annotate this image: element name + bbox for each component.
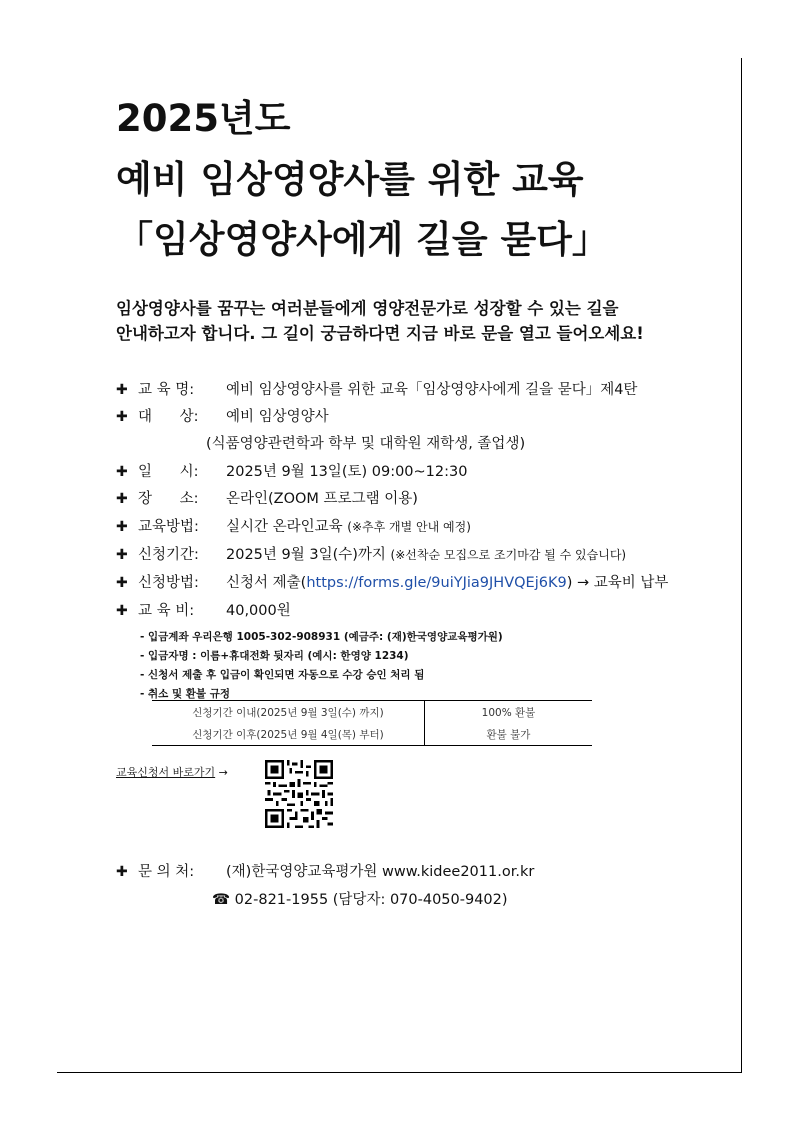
cross-bullet-icon: ✚ — [116, 409, 128, 425]
table-cell: 100% 환불 — [425, 701, 593, 724]
table-cell: 신청기간 이후(2025년 9월 4일(목) 부터) — [152, 723, 425, 746]
info-fee — [116, 601, 291, 621]
title-year: 2025년도 — [116, 97, 291, 140]
info-label: 교 육 명: — [138, 382, 195, 398]
table-cell: 신청기간 이내(2025년 9월 3일(수) 까지) — [152, 701, 425, 724]
contact-phone: ☎ 02-821-1955 (담당자: 070-4050-9402) — [212, 892, 508, 908]
info-value: 2025년 9월 13일(토) 09:00~12:30 — [226, 464, 468, 480]
cross-bullet-icon: ✚ — [116, 575, 128, 591]
info-target-sub: (식품영양관련학과 학부 및 대학원 재학생, 졸업생) — [206, 436, 526, 452]
info-value: 예비 임상영양사 — [226, 409, 329, 425]
info-note: (※선착순 모집으로 조기마감 될 수 있습니다) — [390, 548, 627, 562]
application-shortcut[interactable] — [116, 764, 228, 780]
info-label: 일 시: — [138, 464, 199, 480]
info-course — [116, 380, 637, 400]
application-shortcut-link[interactable]: 교육신청서 바로가기 — [116, 766, 216, 779]
info-label: 장 소: — [138, 491, 199, 507]
cross-bullet-icon: ✚ — [116, 382, 128, 398]
cross-bullet-icon: ✚ — [116, 519, 128, 535]
info-target — [116, 407, 329, 427]
info-value: 예비 임상영양사를 위한 교육「임상영양사에게 길을 묻다」제4탄 — [226, 382, 638, 398]
info-period — [116, 545, 626, 565]
cross-bullet-icon: ✚ — [116, 603, 128, 619]
cross-bullet-icon: ✚ — [116, 464, 128, 480]
intro-text — [116, 296, 644, 346]
page-border-bottom — [57, 1072, 742, 1073]
info-value: 온라인(ZOOM 프로그램 이용) — [226, 491, 418, 507]
qr-code-icon[interactable] — [265, 760, 333, 828]
info-label: 교육방법: — [138, 519, 199, 535]
contact-label: 문 의 처: — [138, 864, 195, 880]
title-main: 예비 임상영양사를 위한 교육 — [116, 158, 584, 201]
contact-info — [116, 862, 534, 882]
info-label: 교 육 비: — [138, 603, 195, 619]
info-label: 신청방법: — [138, 575, 199, 591]
cross-bullet-icon: ✚ — [116, 491, 128, 507]
contact-org: (재)한국영양교육평가원 www.kidee2011.or.kr — [226, 864, 535, 880]
info-value: 실시간 온라인교육 — [226, 519, 343, 535]
info-value-post: ) → 교육비 납부 — [566, 575, 669, 591]
info-note: (※추후 개별 안내 예정) — [347, 520, 471, 534]
info-date — [116, 462, 467, 482]
arrow-right-icon: → — [218, 766, 228, 779]
apply-form-link[interactable]: https://forms.gle/9uiYJia9JHVQEj6K9 — [306, 575, 567, 591]
note-line: - 입금자명 : 이름+휴대전화 뒷자리 (예시: 한영양 1234) — [140, 650, 409, 662]
payment-notes — [140, 628, 503, 704]
info-value-pre: 신청서 제출( — [226, 575, 307, 591]
info-value: 40,000원 — [226, 603, 291, 619]
cross-bullet-icon: ✚ — [116, 864, 128, 880]
info-apply — [116, 573, 668, 593]
page-border-right — [741, 58, 742, 1073]
info-label: 신청기간: — [138, 547, 199, 563]
info-label: 대 상: — [138, 409, 199, 425]
table-row — [152, 701, 592, 724]
table-row — [152, 723, 592, 746]
info-place — [116, 489, 418, 509]
note-line: - 취소 및 환불 규정 — [140, 688, 230, 700]
intro-line-1: 임상영양사를 꿈꾸는 여러분들에게 영양전문가로 성장할 수 있는 길을 — [116, 299, 619, 318]
title-subtitle: 「임상영양사에게 길을 묻다」 — [116, 218, 609, 261]
info-method — [116, 517, 471, 537]
note-line: - 입금계좌 우리은행 1005-302-908931 (예금주: (재)한국영양교육평가원) — [140, 631, 503, 643]
refund-table — [152, 700, 592, 746]
intro-line-2: 안내하고자 합니다. 그 길이 궁금하다면 지금 바로 문을 열고 들어오세요! — [116, 324, 644, 343]
info-value: 2025년 9월 3일(수)까지 — [226, 547, 386, 563]
table-cell: 환불 불가 — [425, 723, 593, 746]
cross-bullet-icon: ✚ — [116, 547, 128, 563]
note-line: - 신청서 제출 후 입금이 확인되면 자동으로 수강 승인 처리 됨 — [140, 669, 425, 681]
